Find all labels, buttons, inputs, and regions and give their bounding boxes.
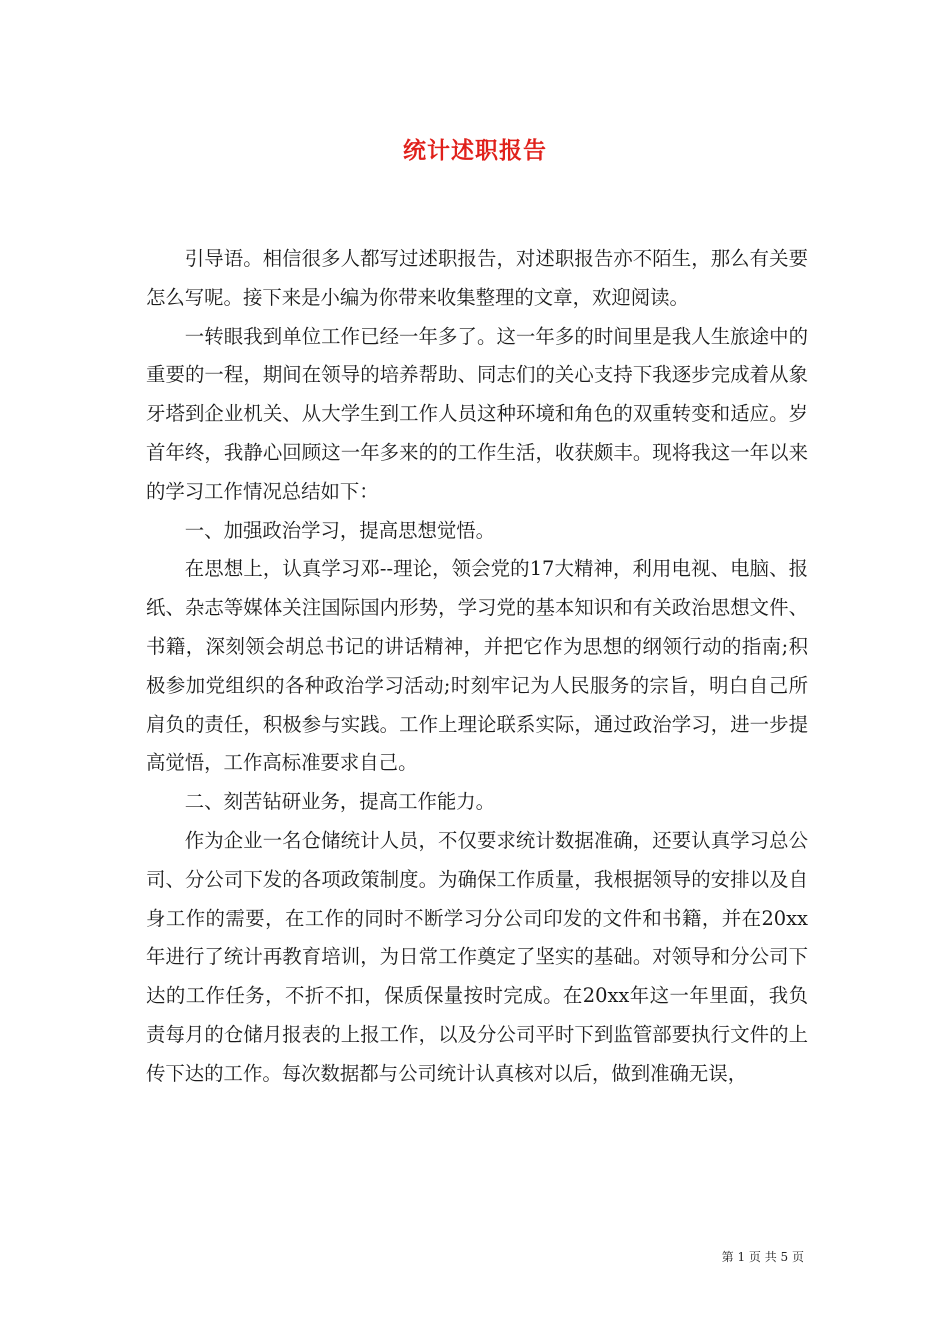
section-heading-2: 二、刻苦钻研业务，提高工作能力。 [184, 790, 496, 814]
paragraph-overview: 一转眼我到单位工作已经一年多了。这一年多的时间里是我人生旅途中的重要的一程，期间在领导的培养帮助、同志们的关心支持下我逐步完成着从象牙塔到企业机关、从大学生到工作人员这种环境和角色的双重转变和适应。岁首年终，我静心回顾这一年多来的的工作生活，收获颇丰。现将我这一年以来的学习工作情况总结如下： [146, 324, 808, 503]
page-number: 第 1 页 共 5 页 [721, 1250, 804, 1264]
paragraph-section-1: 在思想上，认真学习邓--理论，领会党的17大精神，利用电视、电脑、报纸、杂志等媒体关注国际国内形势，学习党的基本知识和有关政治思想文件、书籍，深刻领会胡总书记的讲话精神，并把它作为思想的纲领行动的指南;积极参加党组织的各种政治学习活动;时刻牢记为人民服务的宗旨，明白自己所肩负的责任，积极参与实践。工作上理论联系实际，通过政治学习，进一步提高觉悟，工作高标准要求自己。 [146, 557, 808, 775]
paragraph-intro: 引导语。相信很多人都写过述职报告，对述职报告亦不陌生，那么有关要怎么写呢。接下来是小编为你带来收集整理的文章，欢迎阅读。 [146, 247, 808, 309]
document-title: 统计述职报告 [403, 137, 547, 164]
paragraph-section-2: 作为企业一名仓储统计人员，不仅要求统计数据准确，还要认真学习总公司、分公司下发的各项政策制度。为确保工作质量，我根据领导的安排以及自身工作的需要，在工作的同时不断学习分公司印发的文件和书籍，并在20xx年进行了统计再教育培训，为日常工作奠定了坚实的基础。对领导和分公司下达的工作任务，不折不扣，保质保量按时完成。在20xx年这一年里面，我负责每月的仓储月报表的上报工作，以及分公司平时下到监管部要执行文件的上传下达的工作。每次数据都与公司统计认真核对以后，做到准确无误， [146, 828, 808, 1085]
section-heading-1: 一、加强政治学习，提高思想觉悟。 [184, 518, 496, 542]
document-body [146, 240, 808, 1094]
